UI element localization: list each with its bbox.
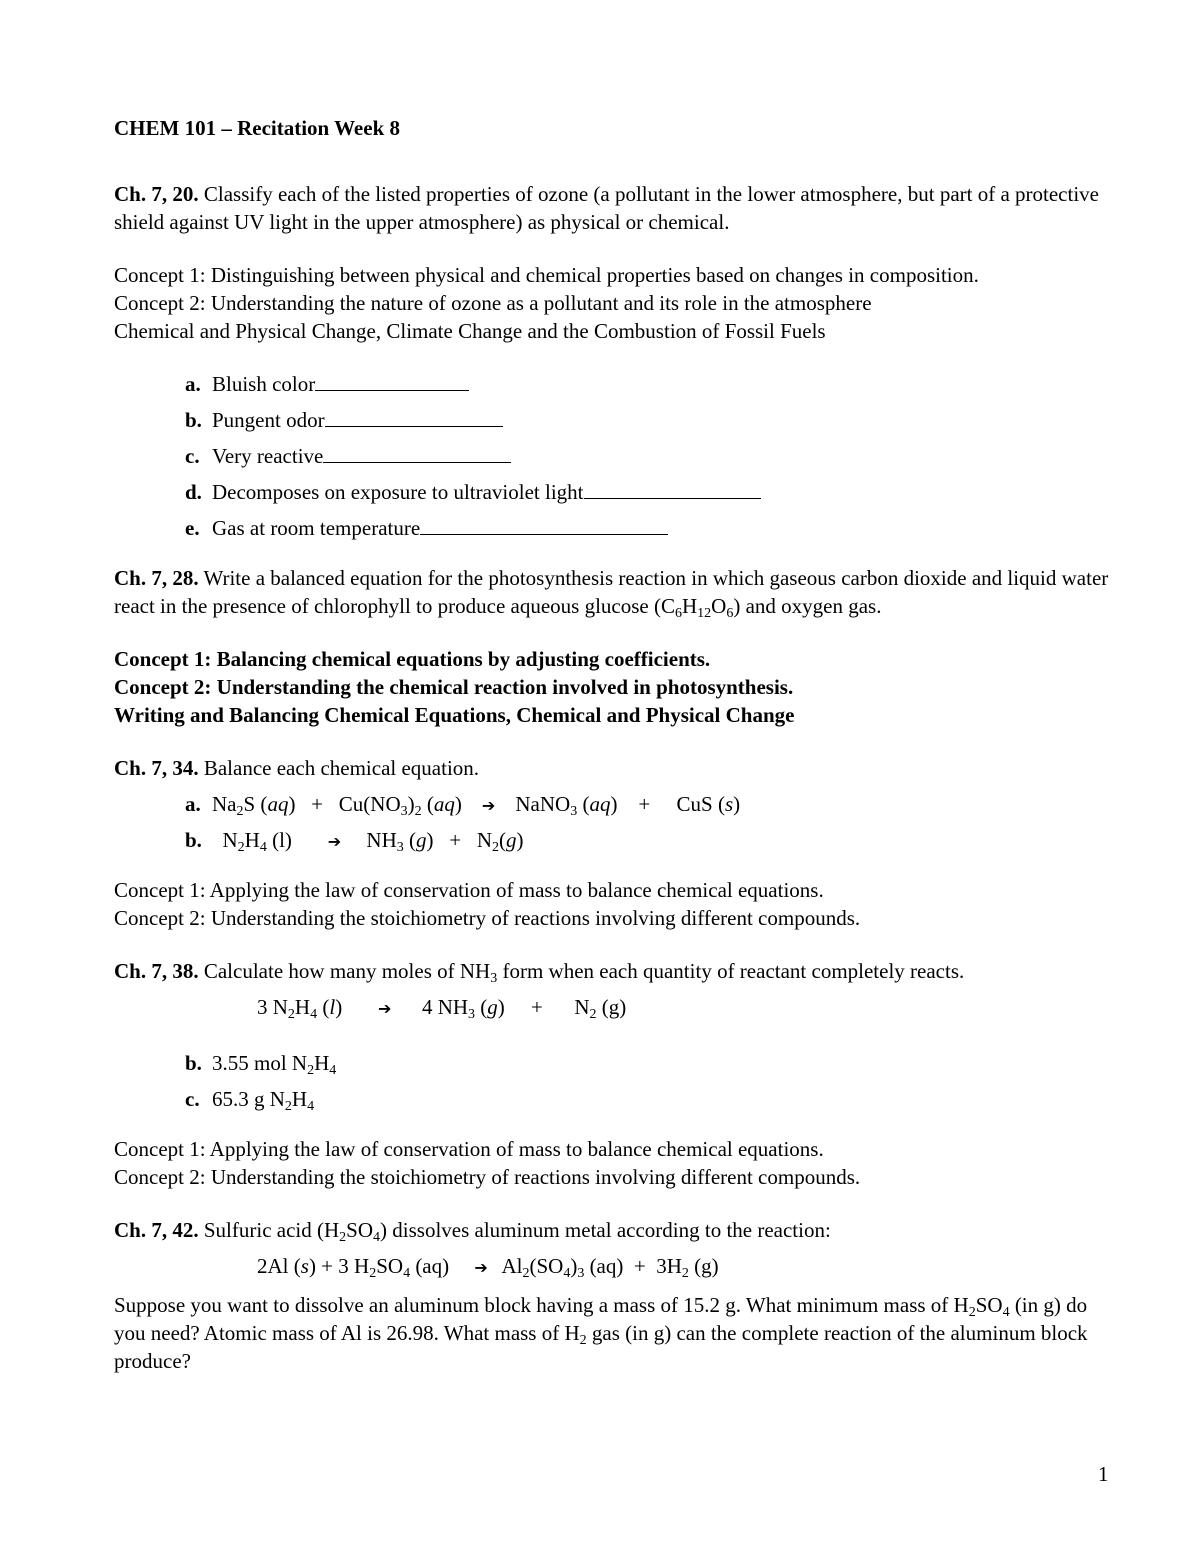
list-item: c. Very reactive: [185, 442, 1114, 470]
arrow-icon: ➔: [481, 798, 496, 815]
concept-2: Concept 2: Understanding the stoichiometry of reactions involving different compounds.: [114, 1165, 861, 1189]
question-28: Ch. 7, 28. Write a balanced equation for the photosynthesis reaction in which gaseous carbon dioxide and liquid water react in the presence of chlorophyll to produce aqueous glucose $(C_6H_{12}O_6)$ and oxygen gas.: [114, 566, 1109, 621]
equation-list: [114, 790, 1114, 854]
list-item: a. Bluish color: [185, 370, 1114, 398]
equation-b: b. $N_2H_4$ (l) ➔ $NH_3$ $(g) + N_2(g)$: [185, 828, 524, 855]
question-42: Ch. 7, 42. Sulfuric acid $(H_2SO_4)$ dissolves aluminum metal according to the reaction:: [114, 1218, 831, 1245]
question-number: Ch. 7, 34.: [114, 756, 199, 780]
concept-1: Concept 1: Applying the law of conservation of mass to balance chemical equations.: [114, 878, 824, 902]
concept-2: Concept 2: Understanding the chemical reaction involved in photosynthesis.: [114, 675, 794, 699]
arrow-icon: ➔: [474, 1260, 488, 1277]
arrow-icon: ➔: [327, 834, 342, 851]
answer-blank[interactable]: [323, 442, 511, 463]
worksheet-page: [114, 114, 1114, 1375]
property-list: [114, 370, 1114, 542]
topics: Chemical and Physical Change, Climate Change and the Combustion of Fossil Fuels: [114, 319, 826, 343]
list-item: c. 65.3 g $N_2H_4$: [185, 1087, 315, 1114]
reaction-equation: 3 $N_2H_4$ (l) ➔ 4 $NH_3$ (g) + $N_2$ (g): [257, 995, 627, 1022]
question-20: [114, 180, 1114, 236]
reaction-equation: 2Al (s) + 3 $H_2SO_4$ (aq) ➔ $Al_2(SO_4)_3$ $(aq) + 3H_2$ (g): [257, 1254, 719, 1281]
topics: Writing and Balancing Chemical Equations, Chemical and Physical Change: [114, 703, 795, 727]
concepts-28: [114, 645, 1114, 729]
question-42-body: Suppose you want to dissolve an aluminum block having a mass of 15.2 g. What minimum mass of $H_2SO_4$ (in g) do you need? Atomic mass of Al is 26.98. What mass of $H_2$ gas (in g) can the complete reaction of the aluminum block produce?: [114, 1293, 1088, 1373]
concept-1: Concept 1: Applying the law of conservation of mass to balance chemical equations.: [114, 1137, 824, 1161]
list-item: b. Pungent odor: [185, 406, 1114, 434]
question-number: Ch. 7, 42.: [114, 1218, 199, 1242]
question-34: Ch. 7, 34. Balance each chemical equation.: [114, 756, 480, 780]
answer-blank[interactable]: [584, 478, 761, 499]
quantity-list: [114, 1049, 1114, 1113]
concept-1: Concept 1: Distinguishing between physical and chemical properties based on changes in composition.: [114, 263, 979, 287]
equation-a: a. $Na_2S$ $(aq) + Cu(NO_3)_2$ (aq) ➔ NaNO$_3$ (aq) + CuS (s): [185, 792, 741, 819]
page-title: CHEM 101 – Recitation Week 8: [114, 116, 401, 140]
concept-2: Concept 2: Understanding the nature of ozone as a pollutant and its role in the atmosphere: [114, 291, 872, 315]
list-item: b. 3.55 mol $N_2H_4$: [185, 1051, 337, 1078]
list-item: d. Decomposes on exposure to ultraviolet light: [185, 478, 1114, 506]
question-number: Ch. 7, 28.: [114, 566, 199, 590]
page-number: 1: [1098, 1462, 1109, 1486]
answer-blank[interactable]: [420, 514, 668, 535]
concepts-38: [114, 1135, 1114, 1191]
concepts-20: [114, 261, 1114, 345]
question-number: Ch. 7, 20.: [114, 182, 199, 206]
answer-blank[interactable]: [315, 370, 469, 391]
concepts-34: [114, 876, 1114, 932]
answer-blank[interactable]: [325, 406, 503, 427]
concept-1: Concept 1: Balancing chemical equations by adjusting coefficients.: [114, 647, 711, 671]
question-number: Ch. 7, 38.: [114, 959, 199, 983]
concept-2: Concept 2: Understanding the stoichiometry of reactions involving different compounds.: [114, 906, 861, 930]
question-38: Ch. 7, 38. Calculate how many moles of $NH_3$ form when each quantity of reactant completely reacts.: [114, 959, 965, 986]
list-item: e. Gas at room temperature: [185, 514, 1114, 542]
question-text: Classify each of the listed properties of ozone (a pollutant in the lower atmosphere, but part of a protective shield against UV light in the upper atmosphere) as physical or chemical.: [114, 182, 1099, 234]
arrow-icon: ➔: [377, 1001, 392, 1018]
